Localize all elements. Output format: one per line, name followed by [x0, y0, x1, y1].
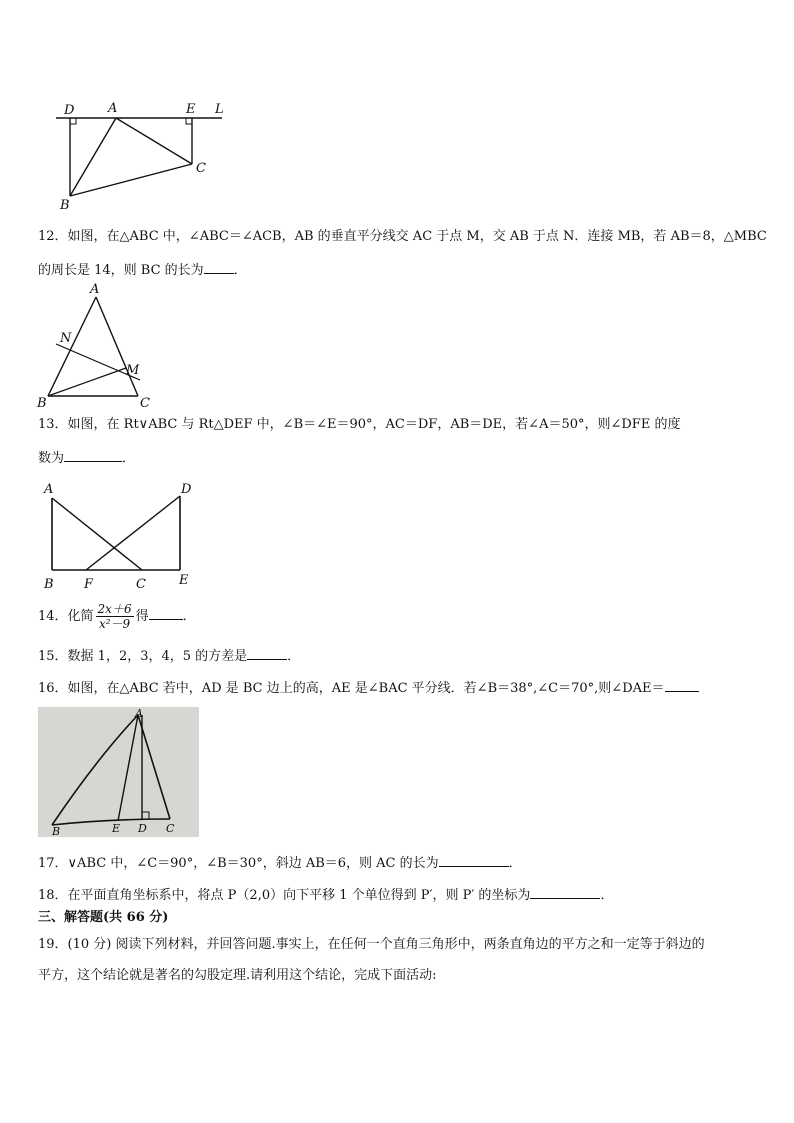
- q14-end: ．: [182, 609, 196, 624]
- q15-answer-blank[interactable]: [247, 645, 287, 660]
- label-N: N: [60, 331, 72, 346]
- q14-numerator: 2x＋6: [97, 602, 132, 616]
- label-D: D: [138, 822, 147, 835]
- figure-top: [50, 96, 240, 214]
- figure-q12: [34, 282, 154, 410]
- q13-line1: 13．如图，在 Rt∨ABC 与 Rt△DEF 中，∠B＝∠E＝90°，AC＝DF，AB＝DE，若∠A＝50°，则∠DFE 的度: [38, 417, 681, 432]
- q17-answer-blank[interactable]: [439, 852, 509, 867]
- label-M: M: [126, 363, 140, 378]
- label-B: B: [52, 825, 61, 837]
- q14-prefix: 14．化简: [38, 609, 94, 624]
- q13-line2: [38, 447, 135, 468]
- label-A: A: [44, 482, 54, 497]
- q14-line: [38, 602, 196, 632]
- label-E: E: [179, 573, 189, 588]
- q16-line: [38, 677, 699, 698]
- q14-fraction: [96, 602, 134, 631]
- q16-answer-blank[interactable]: [665, 677, 699, 692]
- q18-end: ．: [600, 888, 614, 903]
- q19-line1: 19．(10 分) 阅读下列材料，并回答问题.事实上，在任何一个直角三角形中，两条直角边的平方之和一定等于斜边的: [38, 937, 705, 952]
- q17-text: 17．∨ABC 中，∠C＝90°，∠B＝30°，斜边 AB＝6，则 AC 的长为: [38, 856, 439, 871]
- label-C: C: [140, 396, 150, 410]
- label-C: C: [166, 822, 175, 835]
- q13-end: ．: [122, 451, 136, 466]
- label-B: B: [37, 396, 47, 410]
- q14-suffix: 得: [135, 609, 149, 624]
- q12-end: ．: [233, 263, 247, 278]
- q13-text: 数为: [38, 451, 65, 466]
- label-B: B: [44, 577, 54, 592]
- label-C: C: [136, 577, 146, 592]
- q12-line1: 12．如图，在△ABC 中，∠ABC＝∠ACB，AB 的垂直平分线交 AC 于点 M，交 AB 于点 N．连接 MB，若 AB＝8，△MBC: [38, 229, 767, 244]
- q14-answer-blank[interactable]: [149, 605, 183, 620]
- q13-answer-blank[interactable]: [64, 447, 122, 462]
- q15-text: 15．数据 1，2，3，4，5 的方差是: [38, 649, 248, 664]
- q18-line: [38, 884, 613, 905]
- q18-answer-blank[interactable]: [530, 884, 600, 899]
- q14-denominator: x²－9: [98, 617, 131, 631]
- q17-end: ．: [508, 856, 522, 871]
- figure-q16: [38, 707, 199, 837]
- q15-line: [38, 645, 300, 666]
- label-F: F: [84, 577, 94, 592]
- q12-line2: [38, 259, 247, 280]
- label-E: E: [112, 822, 121, 835]
- q17-line: [38, 852, 522, 873]
- label-E: E: [186, 102, 196, 117]
- q12-text: 的周长是 14，则 BC 的长为: [38, 263, 204, 278]
- label-A: A: [108, 101, 118, 116]
- q16-text: 16．如图，在△ABC 若中，AD 是 BC 边上的高，AE 是∠BAC 平分线．若∠B＝38°,∠C＝70°,则∠DAE＝: [38, 681, 665, 696]
- label-D: D: [181, 482, 192, 497]
- section-3-title: 三、解答题(共 66 分): [38, 910, 169, 925]
- figure-q13: [38, 478, 198, 596]
- q19-line2: 平方，这个结论就是著名的勾股定理.请利用这个结论，完成下面活动:: [38, 968, 437, 983]
- q15-end: ．: [287, 649, 301, 664]
- label-D: D: [64, 103, 75, 118]
- label-A: A: [135, 707, 143, 720]
- label-B: B: [60, 198, 70, 213]
- label-A: A: [90, 282, 100, 297]
- q12-answer-blank[interactable]: [204, 259, 234, 274]
- label-C: C: [196, 161, 206, 176]
- q18-text: 18．在平面直角坐标系中，将点 P（2,0）向下平移 1 个单位得到 P′，则 P′ 的坐标为: [38, 888, 531, 903]
- label-L: L: [215, 102, 224, 117]
